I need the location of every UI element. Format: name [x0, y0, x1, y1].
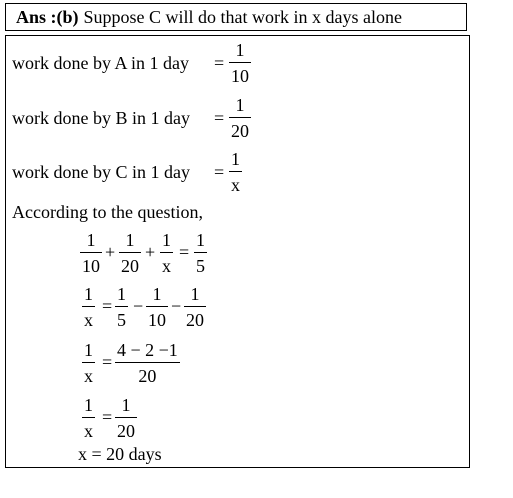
eq1-fraction-3	[160, 231, 173, 275]
work-line-a-fraction	[229, 41, 251, 85]
fraction-bar	[184, 306, 206, 307]
eq1-op-2: +	[145, 242, 156, 262]
fraction-bar	[115, 417, 137, 418]
numerator: 1	[125, 230, 135, 250]
eq2-op-1: =	[102, 296, 113, 316]
denominator: x	[231, 175, 240, 195]
answer-header	[5, 3, 467, 31]
numerator: 1	[190, 284, 200, 304]
fraction-bar	[146, 306, 168, 307]
numerator: 1	[235, 95, 245, 115]
numerator: 1	[117, 284, 126, 304]
fraction-bar	[82, 417, 95, 418]
numerator: 1	[86, 230, 96, 250]
fraction-bar	[229, 62, 251, 63]
option-label: (b)	[56, 6, 79, 27]
final-answer: x = 20 days	[78, 444, 162, 464]
eq1-fraction-2	[119, 231, 141, 275]
numerator: 1	[235, 40, 245, 60]
numerator: 4 − 2 −1	[117, 340, 178, 360]
fraction-bar	[115, 306, 128, 307]
fraction-bar	[229, 117, 251, 118]
denominator: 20	[117, 421, 135, 441]
eq2-fraction-2	[115, 285, 128, 329]
header-text: Suppose C will do that work in x days alone	[83, 6, 402, 27]
ans-label: Ans :	[16, 6, 57, 27]
work-line-c-fraction	[229, 150, 242, 194]
denominator: x	[162, 256, 171, 276]
eq1-fraction-4	[194, 231, 207, 275]
denominator: x	[84, 421, 93, 441]
denominator: 10	[82, 256, 100, 276]
eq3-fraction-1	[82, 341, 95, 385]
work-line-a-equals: =	[214, 53, 225, 73]
denominator: 5	[117, 310, 126, 330]
eq1-op-1: +	[105, 242, 116, 262]
eq2-fraction-1	[82, 285, 95, 329]
work-line-b-equals: =	[214, 108, 225, 128]
eq4-fraction-2	[115, 396, 137, 440]
numerator: 1	[121, 395, 131, 415]
solution-box	[5, 35, 470, 468]
work-line-a-label: work done by A in 1 day	[12, 53, 189, 73]
denominator: 20	[186, 310, 204, 330]
numerator: 1	[84, 284, 93, 304]
numerator: 1	[152, 284, 162, 304]
numerator: 1	[162, 230, 171, 250]
eq2-op-2: −	[133, 296, 144, 316]
denominator: x	[84, 310, 93, 330]
denominator: 5	[196, 256, 205, 276]
denominator: 20	[121, 256, 139, 276]
fraction-bar	[160, 252, 173, 253]
eq2-fraction-4	[184, 285, 206, 329]
eq3-op-1: =	[102, 352, 113, 372]
fraction-bar	[229, 171, 242, 172]
numerator: 1	[196, 230, 205, 250]
eq1-op-3: =	[179, 242, 190, 262]
numerator: 1	[84, 340, 93, 360]
denominator: 20	[138, 366, 157, 386]
eq4-fraction-1	[82, 396, 95, 440]
eq1-fraction-1	[80, 231, 102, 275]
numerator: 1	[84, 395, 93, 415]
fraction-bar	[82, 362, 95, 363]
fraction-bar	[80, 252, 102, 253]
fraction-bar	[115, 362, 180, 363]
denominator: x	[84, 366, 93, 386]
fraction-bar	[82, 306, 95, 307]
fraction-bar	[194, 252, 207, 253]
according-text: According to the question,	[12, 202, 203, 222]
eq3-fraction-2	[115, 341, 180, 385]
work-line-c-label: work done by C in 1 day	[12, 162, 190, 182]
denominator: 10	[148, 310, 166, 330]
eq2-op-3: −	[171, 296, 182, 316]
fraction-bar	[119, 252, 141, 253]
eq2-fraction-3	[146, 285, 168, 329]
eq4-op-1: =	[102, 407, 113, 427]
work-line-b-fraction	[229, 96, 251, 140]
work-line-b-label: work done by B in 1 day	[12, 108, 190, 128]
numerator: 1	[231, 149, 240, 169]
denominator: 10	[231, 66, 249, 86]
denominator: 20	[231, 121, 249, 141]
work-line-c-equals: =	[214, 162, 225, 182]
